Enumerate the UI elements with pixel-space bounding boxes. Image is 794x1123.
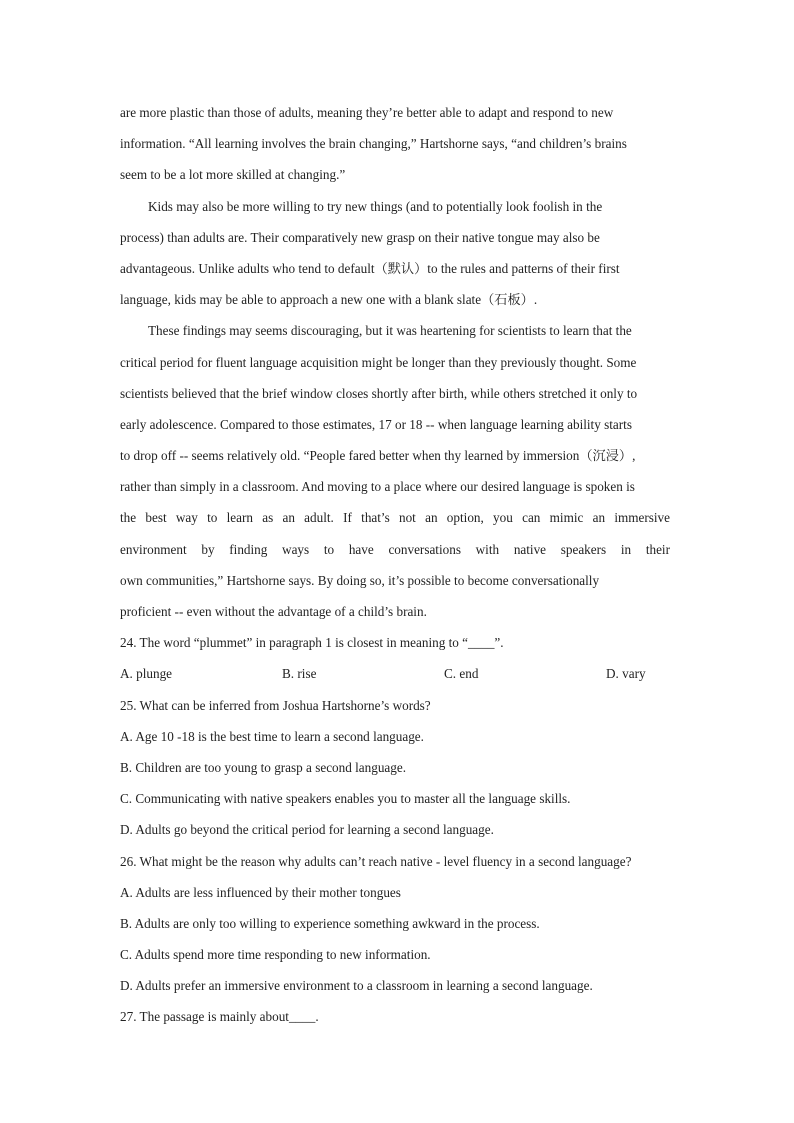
option-a: A. Age 10 -18 is the best time to learn a second language. (120, 728, 424, 744)
passage-line: seem to be a lot more skilled at changing.” (120, 167, 346, 183)
passage-line: These findings may seems discouraging, but it was heartening for scientists to learn that the (148, 323, 632, 339)
passage-line: environment by finding ways to have conversations with native speakers in their (120, 541, 670, 557)
passage-line: advantageous. Unlike adults who tend to default（默认）to the rules and patterns of their first (120, 260, 620, 276)
passage-line: the best way to learn as an adult. If that’s not an option, you can mimic an immersive (120, 510, 670, 526)
passage-line: critical period for fluent language acquisition might be longer than they previously thought. Some (120, 354, 637, 370)
option-c: C. Adults spend more time responding to new information. (120, 947, 431, 963)
passage-line: language, kids may be able to approach a new one with a blank slate（石板）. (120, 292, 538, 308)
passage-line: are more plastic than those of adults, meaning they’re better able to adapt and respond to new (120, 105, 614, 120)
option-b: B. rise (282, 666, 317, 682)
option-d: D. vary (606, 666, 646, 682)
question-26-stem: 26. What might be the reason why adults can’t reach native - level fluency in a second language? (120, 853, 632, 869)
passage-line: scientists believed that the brief window closes shortly after birth, while others stretched it only to (120, 385, 638, 401)
question-24-options (120, 658, 670, 689)
passage-line: process) than adults are. Their comparatively new grasp on their native tongue may also be (120, 229, 600, 245)
option-a: A. Adults are less influenced by their mother tongues (120, 884, 401, 900)
question-27-stem: 27. The passage is mainly about____. (120, 1009, 319, 1025)
passage-line: information. “All learning involves the brain changing,” Hartshorne says, “and children’s brains (120, 136, 627, 152)
question-25-stem: 25. What can be inferred from Joshua Hartshorne’s words? (120, 697, 431, 713)
passage-line: own communities,” Hartshorne says. By doing so, it’s possible to become conversationally (120, 572, 600, 588)
passage-line: rather than simply in a classroom. And moving to a place where our desired language is spoken is (120, 479, 635, 495)
question-24-stem: 24. The word “plummet” in paragraph 1 is closest in meaning to “____”. (120, 635, 504, 651)
document-page (120, 97, 670, 1033)
option-b: B. Adults are only too willing to experience something awkward in the process. (120, 915, 540, 931)
option-b: B. Children are too young to grasp a second language. (120, 759, 407, 775)
passage-line: to drop off -- seems relatively old. “People fared better when thy learned by immersion（沉浸）, (120, 448, 636, 464)
passage-line: early adolescence. Compared to those estimates, 17 or 18 -- when language learning ability starts (120, 416, 632, 432)
option-c: C. end (444, 666, 479, 682)
option-d: D. Adults go beyond the critical period for learning a second language. (120, 822, 494, 838)
passage-line: Kids may also be more willing to try new things (and to potentially look foolish in the (148, 198, 603, 214)
passage-line: proficient -- even without the advantage of a child’s brain. (120, 604, 427, 619)
option-c: C. Communicating with native speakers enables you to master all the language skills. (120, 791, 571, 807)
option-d: D. Adults prefer an immersive environment to a classroom in learning a second language. (120, 978, 593, 994)
option-a: A. plunge (120, 666, 173, 682)
